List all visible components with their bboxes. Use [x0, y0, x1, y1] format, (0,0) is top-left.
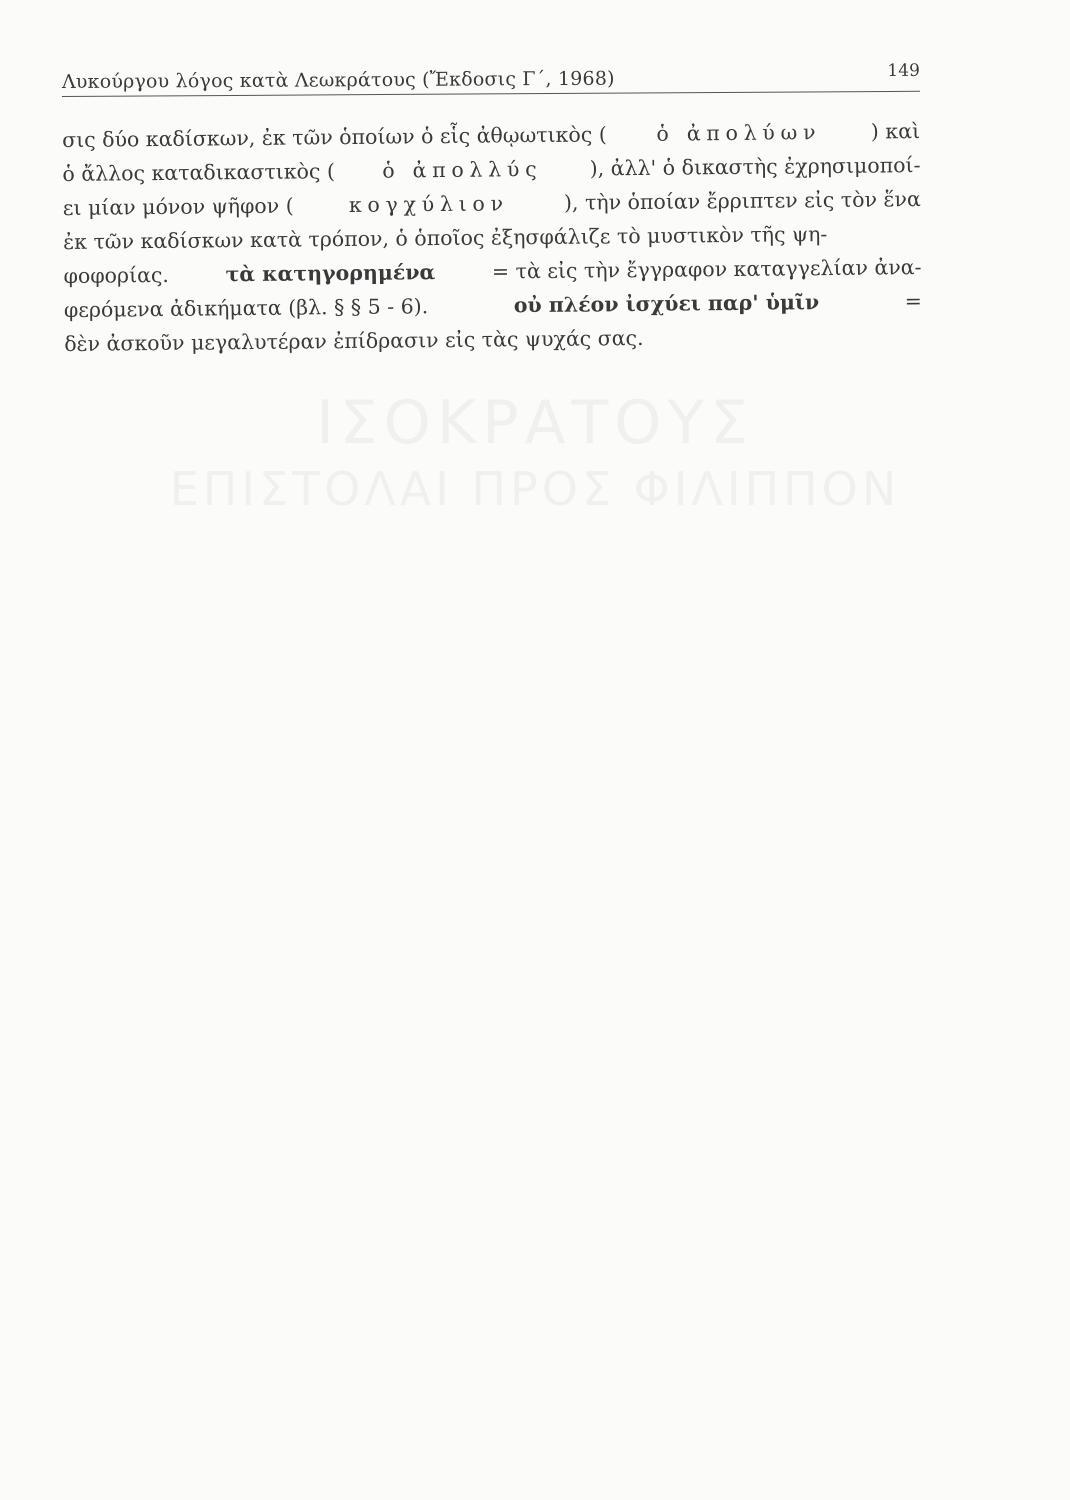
- page-number: 149: [887, 60, 920, 81]
- text-segment: ) καὶ: [870, 119, 921, 144]
- text-segment: φοφορίας.: [63, 262, 169, 288]
- text-segment: ), ἀλλ' ὁ δικαστὴς ἐχρησιμοποί-: [589, 153, 921, 181]
- text-segment: ἐκ τῶν καδίσκων κατὰ τρόπον, ὁ ὁποῖος ἐξησφάλιζε τὸ μυστικὸν τῆς ψη-: [63, 221, 828, 254]
- text-segment: ), τὴν ὁποίαν ἔρριπτεν εἰς τὸν ἕνα: [563, 187, 921, 215]
- show-through-heading: ΙΣΟΚΡΑΤΟΥΣ: [316, 388, 754, 458]
- text-segment: = τὰ εἰς τὴν ἔγγραφον καταγγελίαν ἀνα-: [491, 255, 922, 284]
- spaced-term: ὁ ἀπολλύς: [382, 156, 543, 183]
- spaced-term: κογχύλιον: [348, 191, 509, 217]
- commentary-text: [62, 119, 922, 366]
- text-segment: =: [904, 289, 922, 314]
- text-segment: σις δύο καδίσκων, ἐκ τῶν ὁποίων ὁ εἷς ἀθῳωτικὸς (: [62, 122, 607, 152]
- running-head: Λυκούργου λόγος κατὰ Λεωκράτους (Ἔκδοσις Γ΄, 1968): [61, 67, 615, 94]
- text-segment: φερόμενα ἀδικήματα (βλ. § § 5 - 6).: [63, 294, 429, 322]
- lemma-bold: οὐ πλέον ἰσχύει παρ' ὑμῖν: [513, 290, 820, 318]
- text-segment: ει μίαν μόνον ψῆφον (: [62, 193, 294, 220]
- page-header: [62, 57, 920, 97]
- show-through-subheading: ΕΠΙΣΤΟΛΑΙ ΠΡΟΣ ΦΙΛΙΠΠΟΝ: [169, 462, 901, 516]
- text-segment: δὲν ἀσκοῦν μεγαλυτέραν ἐπίδρασιν εἰς τὰς ψυχάς σας.: [64, 325, 644, 356]
- spaced-term: ὁ ἀπολύων: [656, 120, 822, 146]
- lemma-bold: τὰ κατηγορημένα: [225, 260, 436, 287]
- text-segment: ὁ ἄλλος καταδικαστικὸς (: [62, 159, 336, 186]
